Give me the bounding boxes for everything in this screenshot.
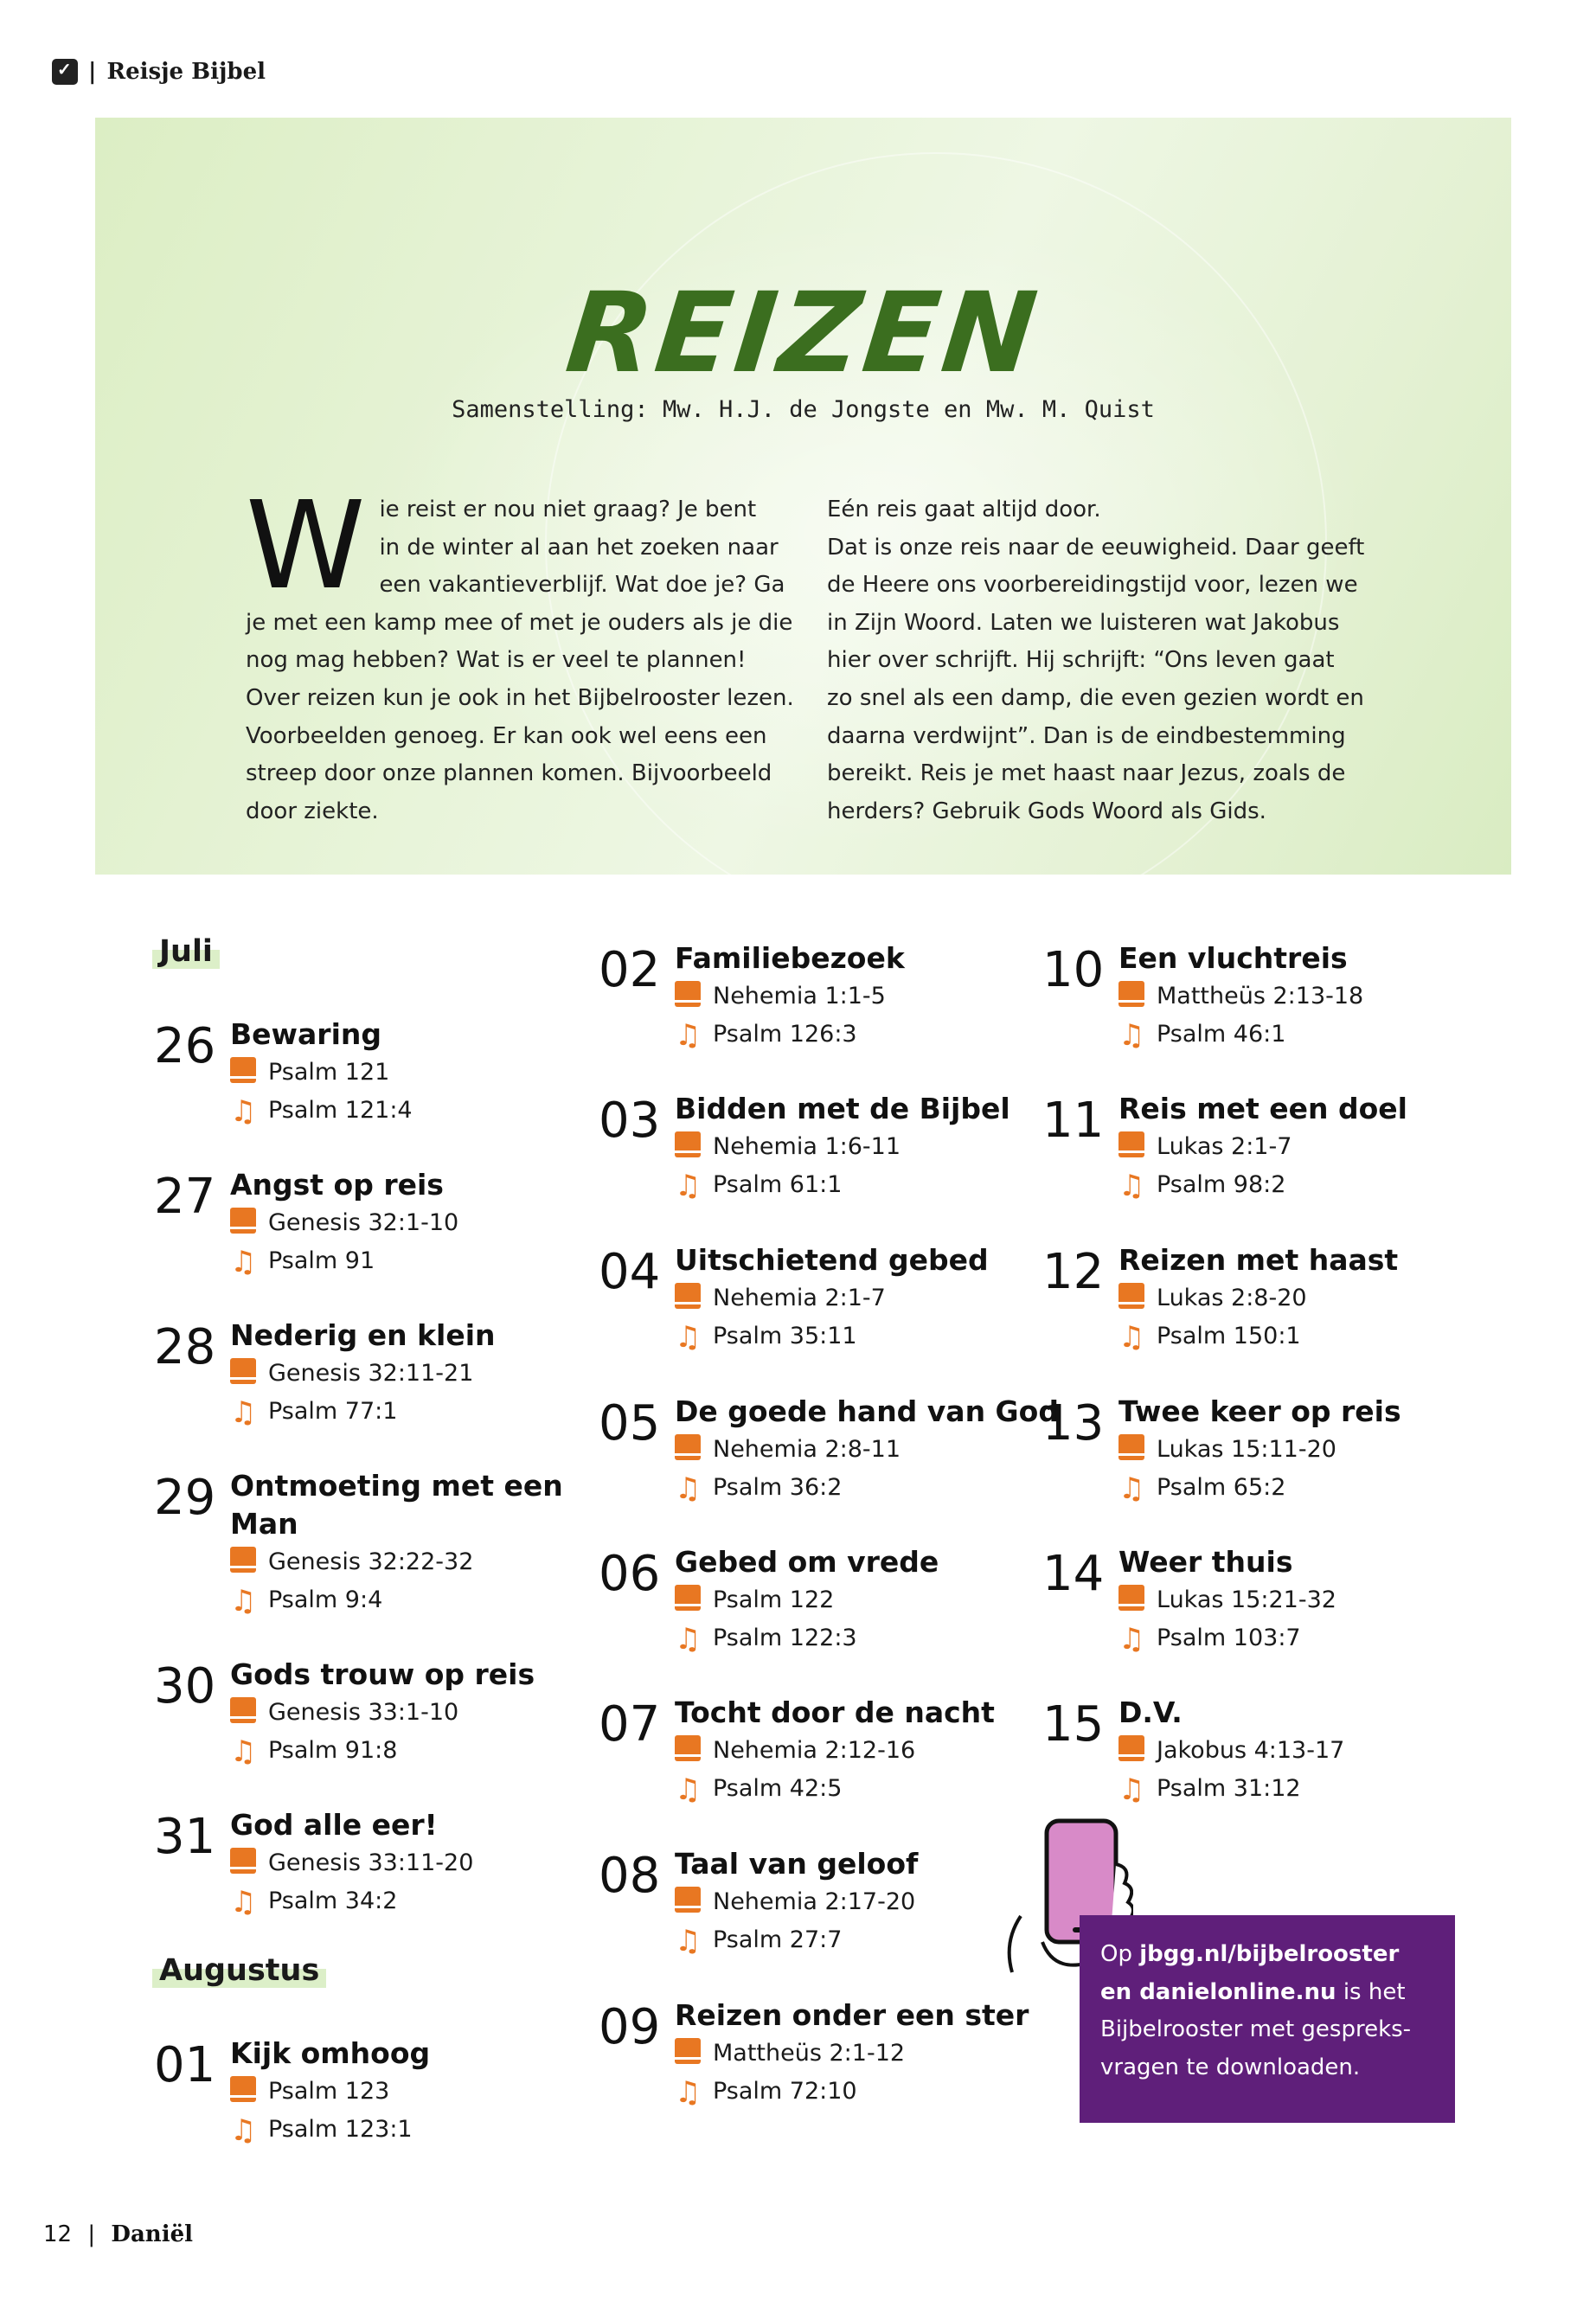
- entry-title: God alle eer!: [230, 1808, 438, 1842]
- music-note-icon: ♫: [675, 2075, 702, 2110]
- day-number: 28: [154, 1319, 216, 1375]
- reading-ref: [675, 1581, 834, 1619]
- intro-line: in Zijn Woord. Laten we luisteren wat Jakobus: [827, 609, 1340, 636]
- song-ref: [675, 1921, 842, 1959]
- entry-title: Familiebezoek: [675, 941, 905, 975]
- day-number: 03: [599, 1093, 661, 1149]
- intro-line: zo snel als een damp, die even gezien wordt en: [827, 684, 1364, 711]
- day-number: 08: [599, 1848, 661, 1904]
- book-icon: [230, 2076, 256, 2102]
- promo-link-danielonline[interactable]: en danielonline.nu: [1100, 1978, 1336, 2005]
- reading-ref: [675, 1279, 886, 1317]
- book-icon: [675, 1283, 701, 1309]
- song-ref: [230, 1393, 397, 1431]
- intro-line: bereikt. Reis je met haast naar Jezus, zoals de: [827, 760, 1346, 787]
- entry-title: Taal van geloof: [675, 1847, 919, 1881]
- intro-line: daarna verdwijnt”. Dan is de eindbestemming: [827, 722, 1346, 749]
- song-ref: [675, 2073, 857, 2111]
- music-note-icon: ♫: [675, 1320, 702, 1355]
- reading-ref: [230, 2073, 389, 2111]
- reading-text: Mattheüs 2:1-12: [713, 2040, 906, 2067]
- entry-title: D.V.: [1118, 1695, 1183, 1729]
- book-icon: [675, 1131, 701, 1157]
- magazine-name: Reisje Bijbel: [106, 59, 266, 85]
- reading-text: Genesis 32:22-32: [268, 1548, 474, 1575]
- reading-ref: [675, 1732, 915, 1770]
- intro-line: Eén reis gaat altijd door.: [827, 497, 1101, 522]
- reading-ref: [1118, 1128, 1292, 1166]
- entry-title: Twee keer op reis: [1118, 1394, 1401, 1428]
- music-note-icon: ♫: [230, 2113, 257, 2148]
- day-number: 09: [599, 1999, 661, 2055]
- reading-ref: [230, 1844, 473, 1882]
- book-icon: [230, 1358, 256, 1384]
- song-text: Psalm 27:7: [713, 1926, 843, 1953]
- entry-title: Tocht door de nacht: [675, 1695, 995, 1729]
- intro-line: Dat is onze reis naar de eeuwigheid. Daar geeft: [827, 534, 1365, 561]
- music-note-icon: ♫: [230, 1885, 257, 1920]
- day-number: 01: [154, 2037, 216, 2093]
- day-number: 13: [1042, 1395, 1105, 1452]
- book-icon: [675, 981, 701, 1007]
- song-text: Psalm 36:2: [713, 1474, 843, 1501]
- song-text: Psalm 103:7: [1157, 1625, 1301, 1651]
- reading-text: Genesis 33:11-20: [268, 1849, 474, 1876]
- song-text: Psalm 46:1: [1157, 1021, 1286, 1048]
- reading-text: Mattheüs 2:13-18: [1157, 983, 1364, 1009]
- reading-text: Psalm 123: [268, 2078, 390, 2105]
- book-icon: [1118, 1283, 1144, 1309]
- reading-ref: [675, 1431, 901, 1469]
- reading-ref: [675, 1883, 915, 1921]
- entry-title: Gebed om vrede: [675, 1545, 939, 1579]
- header-separator: |: [88, 59, 97, 85]
- book-icon: [1118, 1585, 1144, 1611]
- song-ref: [1118, 1770, 1301, 1808]
- reading-text: Lukas 2:1-7: [1157, 1133, 1292, 1160]
- reading-ref: [230, 1355, 473, 1393]
- book-icon: [230, 1057, 256, 1083]
- intro-column-1: [246, 476, 799, 830]
- book-icon: [675, 2038, 701, 2064]
- song-text: Psalm 150:1: [1157, 1323, 1301, 1349]
- reading-ref: [230, 1204, 458, 1242]
- download-promo-box: [1080, 1915, 1455, 2123]
- page-footer: [43, 2221, 193, 2247]
- entry-title: Ontmoeting met een Man: [230, 1469, 563, 1541]
- reading-text: Nehemia 2:1-7: [713, 1285, 886, 1311]
- music-note-icon: ♫: [675, 1471, 702, 1506]
- month-label-july: Juli: [152, 934, 220, 969]
- footer-separator: |: [87, 2221, 96, 2247]
- music-note-icon: ♫: [230, 1094, 257, 1129]
- song-ref: [1118, 1317, 1301, 1356]
- music-note-icon: ♫: [230, 1395, 257, 1430]
- intro-line: een vakantieverblijf. Wat doe je? Ga: [379, 572, 785, 599]
- music-note-icon: ♫: [675, 1924, 702, 1958]
- day-number: 06: [599, 1546, 661, 1602]
- reading-ref: [675, 977, 886, 1016]
- song-ref: [230, 1882, 397, 1920]
- entry-title: Een vluchtreis: [1118, 941, 1348, 975]
- day-number: 07: [599, 1696, 661, 1753]
- song-ref: [230, 1732, 397, 1770]
- intro-line: in de winter al aan het zoeken naar: [379, 534, 779, 561]
- entry-title: Weer thuis: [1118, 1545, 1293, 1579]
- song-text: Psalm 122:3: [713, 1625, 857, 1651]
- song-ref: [675, 1469, 842, 1507]
- reading-ref: [1118, 1279, 1307, 1317]
- reading-text: Psalm 122: [713, 1586, 835, 1613]
- song-ref: [1118, 1166, 1285, 1204]
- page-header: [52, 59, 266, 85]
- day-number: 14: [1042, 1546, 1105, 1602]
- reading-text: Psalm 121: [268, 1059, 390, 1086]
- entry-title: Bewaring: [230, 1017, 381, 1051]
- song-ref: [675, 1619, 857, 1657]
- reading-ref: [675, 1128, 901, 1166]
- song-text: Psalm 35:11: [713, 1323, 857, 1349]
- reading-ref: [230, 1543, 473, 1581]
- dropcap: W: [246, 476, 366, 617]
- book-icon: [675, 1735, 701, 1761]
- song-ref: [675, 1016, 857, 1054]
- entry-title: Reizen met haast: [1118, 1243, 1399, 1277]
- day-number: 15: [1042, 1696, 1105, 1753]
- music-note-icon: ♫: [230, 1734, 257, 1769]
- reading-ref: [1118, 977, 1363, 1016]
- song-text: Psalm 34:2: [268, 1888, 398, 1914]
- hero-banner: [95, 118, 1511, 875]
- song-text: Psalm 121:4: [268, 1097, 413, 1124]
- song-text: Psalm 42:5: [713, 1775, 843, 1802]
- reading-text: Genesis 32:1-10: [268, 1209, 459, 1236]
- entry-title: Gods trouw op reis: [230, 1657, 535, 1691]
- intro-line: je met een kamp mee of met je ouders als je die: [246, 609, 793, 636]
- song-text: Psalm 91: [268, 1247, 375, 1274]
- book-icon: [675, 1434, 701, 1460]
- song-text: Psalm 72:10: [713, 2078, 857, 2105]
- song-text: Psalm 9:4: [268, 1586, 383, 1613]
- promo-line-4: vragen te downloaden.: [1100, 2054, 1361, 2080]
- promo-line-3: Bijbelrooster met gespreks-: [1100, 2016, 1412, 2043]
- page-title: REIZEN: [561, 269, 1046, 398]
- reading-ref: [1118, 1581, 1336, 1619]
- song-ref: [230, 1092, 413, 1130]
- intro-line: hier over schrijft. Hij schrijft: “Ons leven gaat: [827, 647, 1335, 674]
- promo-line-2: [1100, 1974, 1434, 2012]
- intro-line: Voorbeelden genoeg. Er kan ook wel eens een: [246, 722, 767, 749]
- entry-title: Reis met een doel: [1118, 1092, 1407, 1125]
- entry-title: Kijk omhoog: [230, 2036, 431, 2070]
- reading-text: Jakobus 4:13-17: [1157, 1737, 1345, 1764]
- page-number: 12: [43, 2221, 73, 2247]
- promo-text: Op: [1100, 1941, 1140, 1967]
- intro-line: nog mag hebben? Wat is er veel te plannen!: [246, 647, 747, 674]
- entry-title: De goede hand van God: [675, 1394, 1059, 1428]
- song-text: Psalm 65:2: [1157, 1474, 1286, 1501]
- book-icon: [675, 1887, 701, 1913]
- song-ref: [230, 1581, 382, 1619]
- music-note-icon: ♫: [675, 1772, 702, 1807]
- day-number: 26: [154, 1018, 216, 1074]
- reading-ref: [1118, 1431, 1336, 1469]
- book-icon: [1118, 1434, 1144, 1460]
- reading-ref: [1118, 1732, 1344, 1770]
- checkbox-logo-icon: [52, 59, 78, 85]
- book-icon: [1118, 1735, 1144, 1761]
- reading-ref: [230, 1694, 458, 1732]
- day-number: 11: [1042, 1093, 1105, 1149]
- book-icon: [230, 1848, 256, 1874]
- promo-line-1: [1100, 1936, 1434, 1974]
- music-note-icon: ♫: [1118, 1169, 1145, 1203]
- song-text: Psalm 61:1: [713, 1171, 843, 1198]
- month-label-august: Augustus: [152, 1953, 326, 1988]
- book-icon: [230, 1208, 256, 1234]
- song-ref: [1118, 1619, 1301, 1657]
- reading-text: Genesis 33:1-10: [268, 1699, 459, 1726]
- music-note-icon: ♫: [1118, 1471, 1145, 1506]
- music-note-icon: ♫: [1118, 1320, 1145, 1355]
- reading-ref: [230, 1054, 389, 1092]
- day-number: 05: [599, 1395, 661, 1452]
- music-note-icon: ♫: [675, 1169, 702, 1203]
- music-note-icon: ♫: [675, 1622, 702, 1657]
- music-note-icon: ♫: [1118, 1622, 1145, 1657]
- entry-title: Bidden met de Bijbel: [675, 1092, 1010, 1125]
- song-ref: [1118, 1016, 1285, 1054]
- song-text: Psalm 31:12: [1157, 1775, 1301, 1802]
- song-text: Psalm 91:8: [268, 1737, 398, 1764]
- book-icon: [1118, 981, 1144, 1007]
- page-subtitle: Samenstelling: Mw. H.J. de Jongste en Mw. M. Quist: [452, 396, 1155, 423]
- intro-line: streep door onze plannen komen. Bijvoorbeeld: [246, 760, 772, 787]
- intro-line: herders? Gebruik Gods Woord als Gids.: [827, 798, 1266, 824]
- song-text: Psalm 98:2: [1157, 1171, 1286, 1198]
- reading-text: Nehemia 2:17-20: [713, 1888, 916, 1915]
- music-note-icon: ♫: [1118, 1018, 1145, 1053]
- song-text: Psalm 126:3: [713, 1021, 857, 1048]
- song-text: Psalm 123:1: [268, 2116, 413, 2143]
- day-number: 02: [599, 942, 661, 998]
- day-number: 12: [1042, 1244, 1105, 1300]
- reading-text: Genesis 32:11-21: [268, 1360, 474, 1387]
- reading-text: Lukas 15:21-32: [1157, 1586, 1336, 1613]
- hand-outline: [1010, 1916, 1021, 1972]
- song-ref: [675, 1317, 857, 1356]
- day-number: 29: [154, 1470, 216, 1526]
- reading-text: Lukas 15:11-20: [1157, 1436, 1336, 1463]
- day-number: 10: [1042, 942, 1105, 998]
- intro-line: ie reist er nou niet graag? Je bent: [379, 497, 757, 522]
- reading-text: Nehemia 2:12-16: [713, 1737, 916, 1764]
- music-note-icon: ♫: [230, 1245, 257, 1279]
- promo-text: is het: [1336, 1978, 1406, 2005]
- song-ref: [230, 1242, 375, 1280]
- reading-ref: [675, 2035, 905, 2073]
- book-icon: [230, 1697, 256, 1723]
- reading-text: Lukas 2:8-20: [1157, 1285, 1307, 1311]
- footer-magazine-name: Daniël: [111, 2221, 193, 2247]
- entry-title: Angst op reis: [230, 1168, 444, 1202]
- reading-text: Nehemia 2:8-11: [713, 1436, 901, 1463]
- intro-line: door ziekte.: [246, 798, 379, 824]
- book-icon: [230, 1547, 256, 1573]
- promo-link-jbgg[interactable]: jbgg.nl/bijbelrooster: [1139, 1941, 1400, 1967]
- song-ref: [675, 1770, 842, 1808]
- entry-title: Uitschietend gebed: [675, 1243, 989, 1277]
- music-note-icon: ♫: [230, 1584, 257, 1618]
- entry-title: Reizen onder een ster: [675, 1998, 1029, 2032]
- entry-title: Nederig en klein: [230, 1318, 496, 1352]
- song-ref: [675, 1166, 842, 1204]
- reading-text: Nehemia 1:6-11: [713, 1133, 901, 1160]
- song-text: Psalm 77:1: [268, 1398, 398, 1425]
- song-ref: [230, 2111, 413, 2149]
- book-icon: [675, 1585, 701, 1611]
- intro-line: Over reizen kun je ook in het Bijbelrooster lezen.: [246, 684, 794, 711]
- music-note-icon: ♫: [675, 1018, 702, 1053]
- day-number: 30: [154, 1658, 216, 1715]
- song-ref: [1118, 1469, 1285, 1507]
- day-number: 31: [154, 1809, 216, 1865]
- day-number: 04: [599, 1244, 661, 1300]
- music-note-icon: ♫: [1118, 1772, 1145, 1807]
- reading-text: Nehemia 1:1-5: [713, 983, 886, 1009]
- intro-column-2: [827, 491, 1398, 830]
- book-icon: [1118, 1131, 1144, 1157]
- day-number: 27: [154, 1169, 216, 1225]
- intro-line: de Heere ons voorbereidingstijd voor, lezen we: [827, 572, 1358, 599]
